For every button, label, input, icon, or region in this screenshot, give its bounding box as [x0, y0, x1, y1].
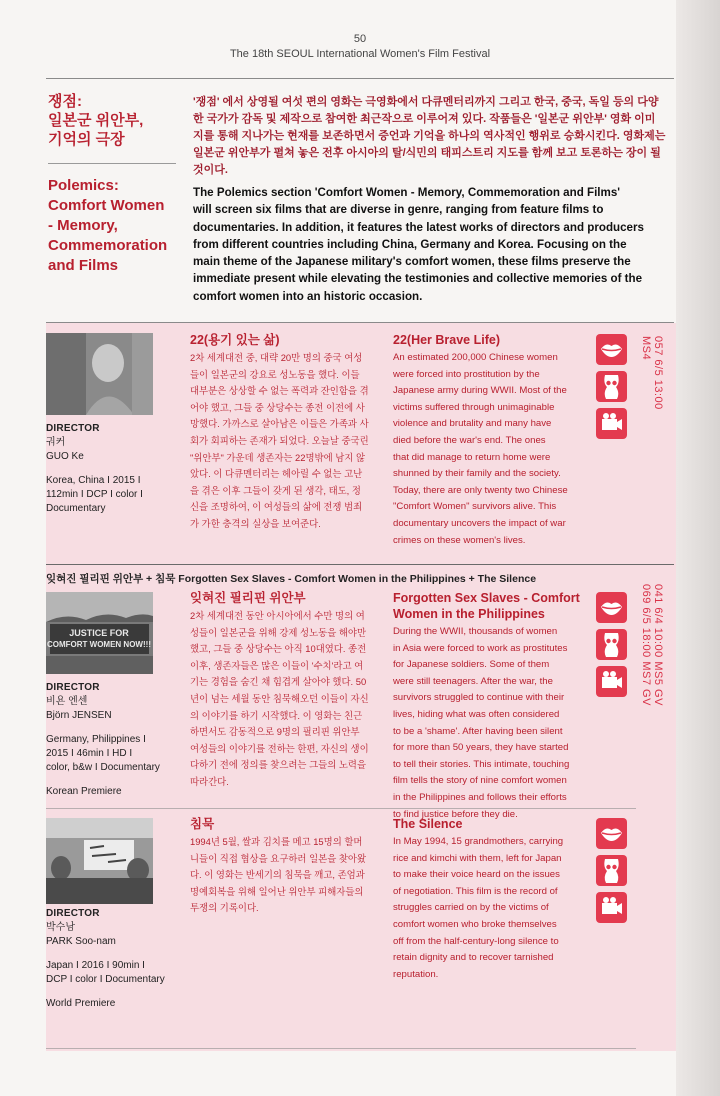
- camera-icon: [596, 892, 627, 923]
- intro-paragraph-ko: '쟁점' 에서 상영될 여섯 편의 영화는 극영화에서 다큐멘터리까지 그리고 한국, 중국, 독일 등의 다양 한 국가가 감독 및 제작으로 참여한 최근작으로 이루어져 있다. 작품들은 '일본군 위안부' 영화 이미 지를 통해 지나가는 현재를 보존하면서 증언과 기억을 하나의 역사적인 행위로 승화시킨다. 영화제는 일본군 위안부가 펼쳐 놓은 전후 아시아의 탈/식민의 태피스트리 지도를 함께 보고 토론하는 장이 될 것이다.: [193, 96, 666, 176]
- film-title-ko-forgotten: 잊혀진 필리핀 위안부: [190, 591, 306, 605]
- film-synopsis-en-22: An estimated 200,000 Chinese women were forced into prostitution by the Japanese army during WWII. Most of the victims suffered through unimaginable violence and brutality and many have died before the war's end. The ones that did manage to return home were shunned by their family and the society. Today, there are only twenty two Chinese "Comfort Women" survivors alive. This documentary uncovers the impact of war crimes on these women's lives.: [393, 352, 568, 546]
- film-synopsis-en-silence: In May 1994, 15 grandmothers, carrying rice and kimchi with them, left for Japan to make their voice heard on the issues of negotiation. This film is the record of struggles carried on by the victims of comfort women who broke themselves off from the half-century-long silence to retain dignity and to recover tarnished reputation.: [393, 836, 564, 980]
- program-block-heading: 잊혀진 필리핀 위안부 + 침묵 Forgotten Sex Slaves - Comfort Women in the Philippines + The Silence: [46, 573, 537, 585]
- film-synopsis-ko-22: 2차 세계대전 중, 대략 20만 명의 중국 여성 들이 일본군의 강요로 성노동을 했다. 이들 대부분은 상상할 수 없는 폭력과 잔인함을 겪 어야 했고, 그들 중 상당수는 종전 이전에 사 망했다. 가까스로 살아남은 이들은 가족과 사 회가 회피하는 존재가 되었다. 오늘날 중국린 "위안부" 가운데 생존자는 22명밖에 남지 않 았다. 이 다큐멘터리는 헤아릴 수 없는 고난 을 겪은 이후 그들이 갖게 된 생각, 태도, 정 신을 조명하여, 이 여성들의 삶에 전쟁 범죄 가 가한 충격의 실상을 보여준다.: [190, 352, 369, 529]
- screening-times-22: 057 6/5 13:00 MS4: [640, 336, 664, 410]
- film-title-ko-silence: 침묵: [190, 817, 215, 831]
- film-credits-the-silence: DIRECTOR 박수남 PARK Soo-nam Japan I 2016 I 90min I DCP I color I Documentary World Premiere: [46, 908, 165, 1009]
- film-synopsis-en-forgotten: During the WWII, thousands of women in Asia were forced to work as prostitutes for Japanese soldiers. Some of them were still teenagers. After the war, the survivors struggled to continue with their lives, hiding what was often considered to be a 'shame'. After having been silent for more than 50 years, they have started to tell their stories. This intimate, touching film tells the story of nine comfort women in the Philippines and follows their efforts to find justice before they die.: [393, 626, 570, 820]
- film-icons-silence: [596, 818, 629, 929]
- section-title-ko: 쟁점: 일본군 위안부, 기억의 극장: [48, 93, 144, 148]
- film-synopsis-ko-silence: 1994년 5월, 쌀과 김치를 메고 15명의 할머 니들이 직접 협상을 요구하러 일본을 찾아왔 다. 이 영화는 반세기의 침묵을 깨고, 존엄과 명예회복을 위해 일어난 위안부 피해자들의 투쟁의 기록이다.: [190, 836, 367, 914]
- film-synopsis-ko-forgotten: 2차 세계대전 동안 아시아에서 수만 명의 여 성들이 일본군을 위해 강제 성노동을 해야만 했고, 그들 중 상당수는 아직 10대였다. 종전 이후, 생존자들은 많은 이들이 '수치'라고 여 기는 경험을 숨긴 채 힘겹게 살아야 했다. 50 년이 넘는 세월 동안 침묵해오던 이들이 자신 의 이야기를 하기 시작했다. 이 영화는 친근 하면서도 감동적으로 9명의 필리핀 위안부 여성들의 이야기를 전하는 한편, 자신의 생이 다하기 전에 정의를 찾으려는 그들의 노력을 따라간다.: [190, 610, 369, 787]
- film-credits-22: DIRECTOR 궈커 GUO Ke Korea, China I 2015 I 112min I DCP I color I Documentary: [46, 423, 143, 514]
- section-title-en: Polemics: Comfort Women - Memory, Commemoration and Films: [48, 177, 168, 274]
- film-title-en-forgotten: Forgotten Sex Slaves - Comfort Women in the Philippines: [393, 591, 580, 621]
- camera-icon: [596, 408, 627, 439]
- film-icons-22: [596, 334, 629, 445]
- festival-name: The 18th SEOUL International Women's Film Festival: [229, 48, 491, 60]
- female-body-icon: [596, 371, 627, 402]
- film-divider: [46, 808, 636, 809]
- female-body-icon: [596, 629, 627, 660]
- screening-times-forgotten: 041 6/4 10:00 MS5 GV 069 6/5 18:00 MS7 GV: [640, 584, 664, 706]
- film-still-forgotten-sex-slaves: [46, 592, 153, 674]
- bottom-rule: [46, 1048, 636, 1049]
- film-still-22: [46, 333, 153, 415]
- female-body-icon: [596, 855, 627, 886]
- film-credits-forgotten-sex-slaves: DIRECTOR 비욘 엔센 Björn JENSEN Germany, Philippines I 2015 I 46min I HD I color, b&w I Documentary Korean Premiere: [46, 682, 160, 797]
- intro-paragraph-en: The Polemics section 'Comfort Women - Memory, Commemoration and Films' will screen six films that are diverse in genre, ranging from feature films to documentaries. In addition, it features the latest works of directors and producers from different countries including China, Germany and Korea. Focusing on the main theme of the Japanese military's comfort women, these films preserve the immediate present while elevating the testimonies and collective memories of the comfort women into an historic occasion.: [193, 186, 644, 303]
- film-title-en-22: 22(Her Brave Life): [393, 333, 500, 347]
- lips-icon: [596, 334, 627, 365]
- film-title-en-silence: The Silence: [393, 817, 463, 831]
- film-icons-forgotten: [596, 592, 629, 703]
- lips-icon: [596, 592, 627, 623]
- film-still-the-silence: [46, 818, 153, 904]
- lips-icon: [596, 818, 627, 849]
- page-edge-shadow: [676, 0, 720, 1096]
- film-title-ko-22: 22(용기 있는 삶): [190, 333, 280, 347]
- svg-text:COMFORT WOMEN NOW!!!: COMFORT WOMEN NOW!!!: [47, 640, 151, 649]
- page-number: 50: [353, 33, 367, 45]
- svg-text:JUSTICE FOR: JUSTICE FOR: [69, 628, 129, 638]
- section-rule: [46, 564, 674, 565]
- top-rule: [46, 78, 674, 79]
- title-separator: [48, 163, 176, 164]
- camera-icon: [596, 666, 627, 697]
